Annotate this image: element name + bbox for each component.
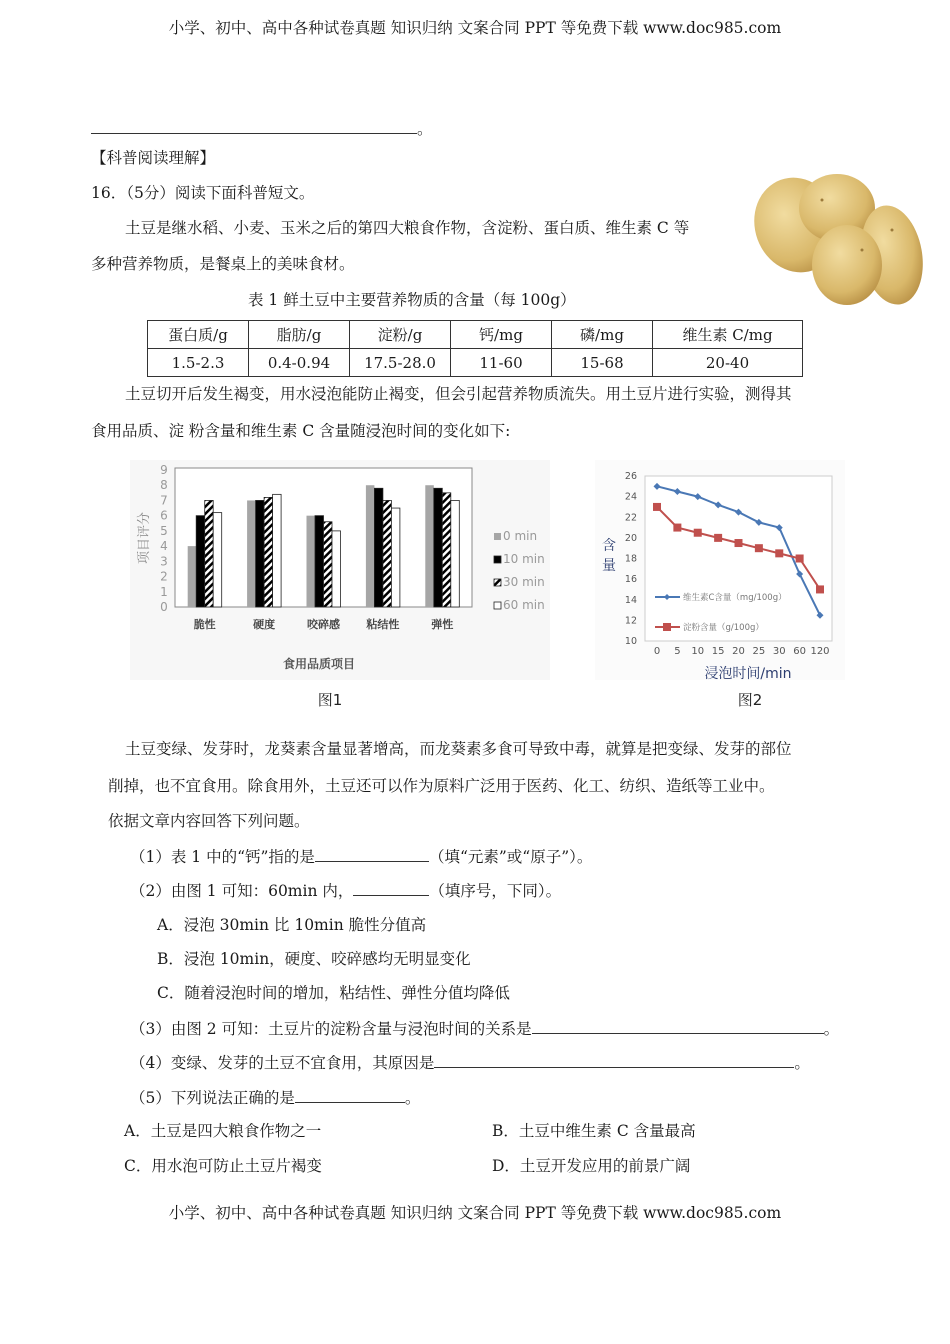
legend-label: 10 min <box>503 552 545 566</box>
y-tick-label: 16 <box>624 574 637 586</box>
x-axis-label: 食用品质项目 <box>282 657 356 671</box>
y-tick-label: 8 <box>160 478 168 493</box>
y-tick-label: 18 <box>624 553 637 565</box>
x-tick-label: 25 <box>752 646 766 657</box>
y-tick-label: 14 <box>624 594 637 606</box>
bar <box>264 497 273 607</box>
bar <box>273 494 282 607</box>
table-header-cell: 蛋白质/g <box>148 321 249 349</box>
q5-option-d: D．土豆开发应用的前景广阔 <box>492 1157 691 1175</box>
x-tick-label: 脆性 <box>193 618 216 631</box>
nutrient-table <box>147 320 803 377</box>
q2-option-c: C．随着浸泡时间的增加，粘结性、弹性分值均降低 <box>157 984 510 1002</box>
legend-marker <box>663 623 671 631</box>
table-cell: 20-40 <box>653 349 803 377</box>
question-2-text: （2）由图 1 可知：60min 内， <box>130 882 354 900</box>
data-point <box>694 529 702 537</box>
answer-blank-2[interactable] <box>353 880 429 896</box>
question-3-text: （3）由图 2 可知：土豆片的淀粉含量与浸泡时间的关系是 <box>130 1020 532 1038</box>
legend-label: 维生素C含量（mg/100g） <box>683 593 787 603</box>
y-tick-label: 5 <box>160 523 168 538</box>
y-tick-label: 10 <box>624 636 637 647</box>
period: 。 <box>794 1054 810 1072</box>
legend-swatch <box>494 533 501 540</box>
data-point <box>816 585 824 593</box>
legend-label: 0 min <box>503 529 538 543</box>
table-cell: 17.5-28.0 <box>350 349 451 377</box>
data-point <box>775 549 783 557</box>
question-4 <box>130 1052 810 1073</box>
period: 。 <box>417 120 433 138</box>
y-tick-label: 12 <box>624 615 637 627</box>
table-header-cell: 钙/mg <box>451 321 552 349</box>
paragraph-2-line-1: 土豆切开后发生褐变，用水浸泡能防止褐变，但会引起营养物质流失。用土豆片进行实验，测得其 <box>125 385 792 403</box>
previous-answer-line <box>91 118 433 139</box>
bar <box>324 522 333 607</box>
y-tick-label: 26 <box>624 471 637 482</box>
x-tick-label: 咬碎感 <box>307 618 340 631</box>
answer-blank-4[interactable] <box>434 1052 794 1068</box>
data-point <box>735 539 743 547</box>
answer-blank-5[interactable] <box>295 1087 405 1103</box>
y-tick-label: 1 <box>160 584 168 599</box>
x-tick-label: 0 <box>653 646 661 657</box>
x-tick-label: 弹性 <box>431 618 454 631</box>
question-2-hint: （填序号，下同）。 <box>429 882 562 900</box>
x-tick-label: 20 <box>732 646 745 657</box>
bar <box>196 516 205 607</box>
question-3 <box>130 1018 839 1039</box>
section-title: 【科普阅读理解】 <box>91 149 216 167</box>
y-tick-label: 20 <box>624 532 637 544</box>
x-tick-label: 硬度 <box>253 618 276 631</box>
plot-frame <box>645 476 832 641</box>
answer-blank-1[interactable] <box>315 846 429 862</box>
legend-swatch <box>494 579 501 586</box>
bar <box>383 500 392 607</box>
x-tick-label: 30 <box>772 646 786 657</box>
table-row <box>148 349 803 377</box>
answer-blank-3[interactable] <box>532 1018 824 1034</box>
potato-image <box>752 170 924 308</box>
question-5-text: （5）下列说法正确的是 <box>130 1089 295 1107</box>
bar <box>434 488 443 607</box>
table-header-cell: 维生素 C/mg <box>653 321 803 349</box>
x-tick-label: 粘结性 <box>366 618 400 631</box>
bar <box>332 531 341 607</box>
data-point <box>796 555 804 563</box>
bar <box>391 508 400 607</box>
bar <box>188 546 197 607</box>
table-cell: 0.4-0.94 <box>249 349 350 377</box>
data-point <box>653 503 661 511</box>
x-tick-label: 5 <box>674 646 681 657</box>
x-tick-label: 10 <box>691 646 705 657</box>
y-tick-label: 6 <box>160 508 168 523</box>
table-header-row <box>148 321 803 349</box>
page-footer: 小学、初中、高中各种试卷真题 知识归纳 文案合同 PPT 等免费下载 www.doc985.com <box>168 1204 782 1222</box>
bar <box>205 500 214 607</box>
data-point <box>714 534 722 542</box>
question-1-text: （1）表 1 中的“钙”指的是 <box>130 848 315 866</box>
y-tick-label: 0 <box>160 600 168 614</box>
question-2 <box>130 880 561 901</box>
paragraph-1-line-2: 多种营养物质，是餐桌上的美味食材。 <box>91 255 355 273</box>
y-tick-label: 22 <box>624 512 637 524</box>
data-point <box>755 544 763 552</box>
paragraph-3-line-1: 土豆变绿、发芽时，龙葵素含量显著增高，而龙葵素多食可导致中毒，就算是把变绿、发芽的部位 <box>125 740 792 758</box>
x-tick-label: 120 <box>810 646 830 657</box>
q2-option-b: B．浸泡 10min，硬度、咬碎感均无明显变化 <box>157 950 471 968</box>
figure-caption: 图1 <box>317 691 343 709</box>
bar <box>374 488 383 607</box>
q5-option-a: A．土豆是四大粮食作物之一 <box>124 1122 322 1140</box>
figure-2-line-chart <box>595 460 845 715</box>
x-tick-label: 15 <box>711 646 725 657</box>
legend-label: 60 min <box>503 598 545 612</box>
table-cell: 15-68 <box>552 349 653 377</box>
legend-label: 淀粉含量（g/100g） <box>683 623 764 633</box>
table-header-cell: 淀粉/g <box>350 321 451 349</box>
instruction: 依据文章内容回答下列问题。 <box>108 812 310 830</box>
bar <box>256 500 265 607</box>
q5-option-b: B．土豆中维生素 C 含量最高 <box>492 1122 696 1140</box>
q2-option-a: A．浸泡 30min 比 10min 脆性分值高 <box>157 916 427 934</box>
paragraph-2-line-2: 食用品质、淀 粉含量和维生素 C 含量随浸泡时间的变化如下: <box>91 422 511 440</box>
period: 。 <box>404 1089 421 1107</box>
bar <box>442 493 451 607</box>
legend-swatch <box>494 602 501 609</box>
y-tick-label: 24 <box>624 491 637 503</box>
q5-option-c: C．用水泡可防止土豆片褐变 <box>124 1157 322 1175</box>
bar <box>315 516 324 607</box>
table-header-cell: 脂肪/g <box>249 321 350 349</box>
period: 。 <box>823 1020 840 1038</box>
question-header: 16．（5分）阅读下面科普短文。 <box>91 184 315 202</box>
bar <box>307 516 316 607</box>
question-4-text: （4）变绿、发芽的土豆不宜食用，其原因是 <box>130 1054 435 1072</box>
figure-caption: 图2 <box>737 691 763 709</box>
y-axis-label: 含量 <box>602 538 616 574</box>
x-tick-label: 60 <box>793 646 806 657</box>
table-cell: 1.5-2.3 <box>148 349 249 377</box>
y-axis-label: 项目评分 <box>137 511 152 565</box>
y-tick-label: 3 <box>160 554 168 569</box>
page-header: 小学、初中、高中各种试卷真题 知识归纳 文案合同 PPT 等免费下载 www.doc985.com <box>168 19 782 37</box>
legend-label: 30 min <box>503 575 545 589</box>
bar <box>366 485 375 607</box>
bar <box>247 500 256 607</box>
question-5 <box>130 1087 420 1108</box>
data-point <box>673 524 681 532</box>
question-1-hint: （填“元素”或“原子”）。 <box>428 848 593 866</box>
paragraph-3-line-2: 削掉，也不宜食用。除食用外，土豆还可以作为原料广泛用于医药、化工、纺织、造纸等工业中。 <box>108 777 775 795</box>
bar <box>451 500 460 607</box>
x-axis-label: 浸泡时间/min <box>704 666 792 682</box>
bar <box>213 513 222 607</box>
y-tick-label: 7 <box>160 493 168 508</box>
y-tick-label: 2 <box>160 569 168 584</box>
table-header-cell: 磷/mg <box>552 321 653 349</box>
table-cell: 11-60 <box>451 349 552 377</box>
figure-1-bar-chart <box>130 460 560 715</box>
y-tick-label: 9 <box>160 463 168 477</box>
question-1 <box>130 846 592 867</box>
legend-swatch <box>494 556 501 563</box>
bar <box>425 485 434 607</box>
paragraph-1-line-1: 土豆是继水稻、小麦、玉米之后的第四大粮食作物，含淀粉、蛋白质、维生素 C 等 <box>125 219 690 237</box>
y-tick-label: 4 <box>160 539 168 554</box>
table-caption: 表 1 鲜土豆中主要营养物质的含量（每 100g） <box>248 291 576 309</box>
